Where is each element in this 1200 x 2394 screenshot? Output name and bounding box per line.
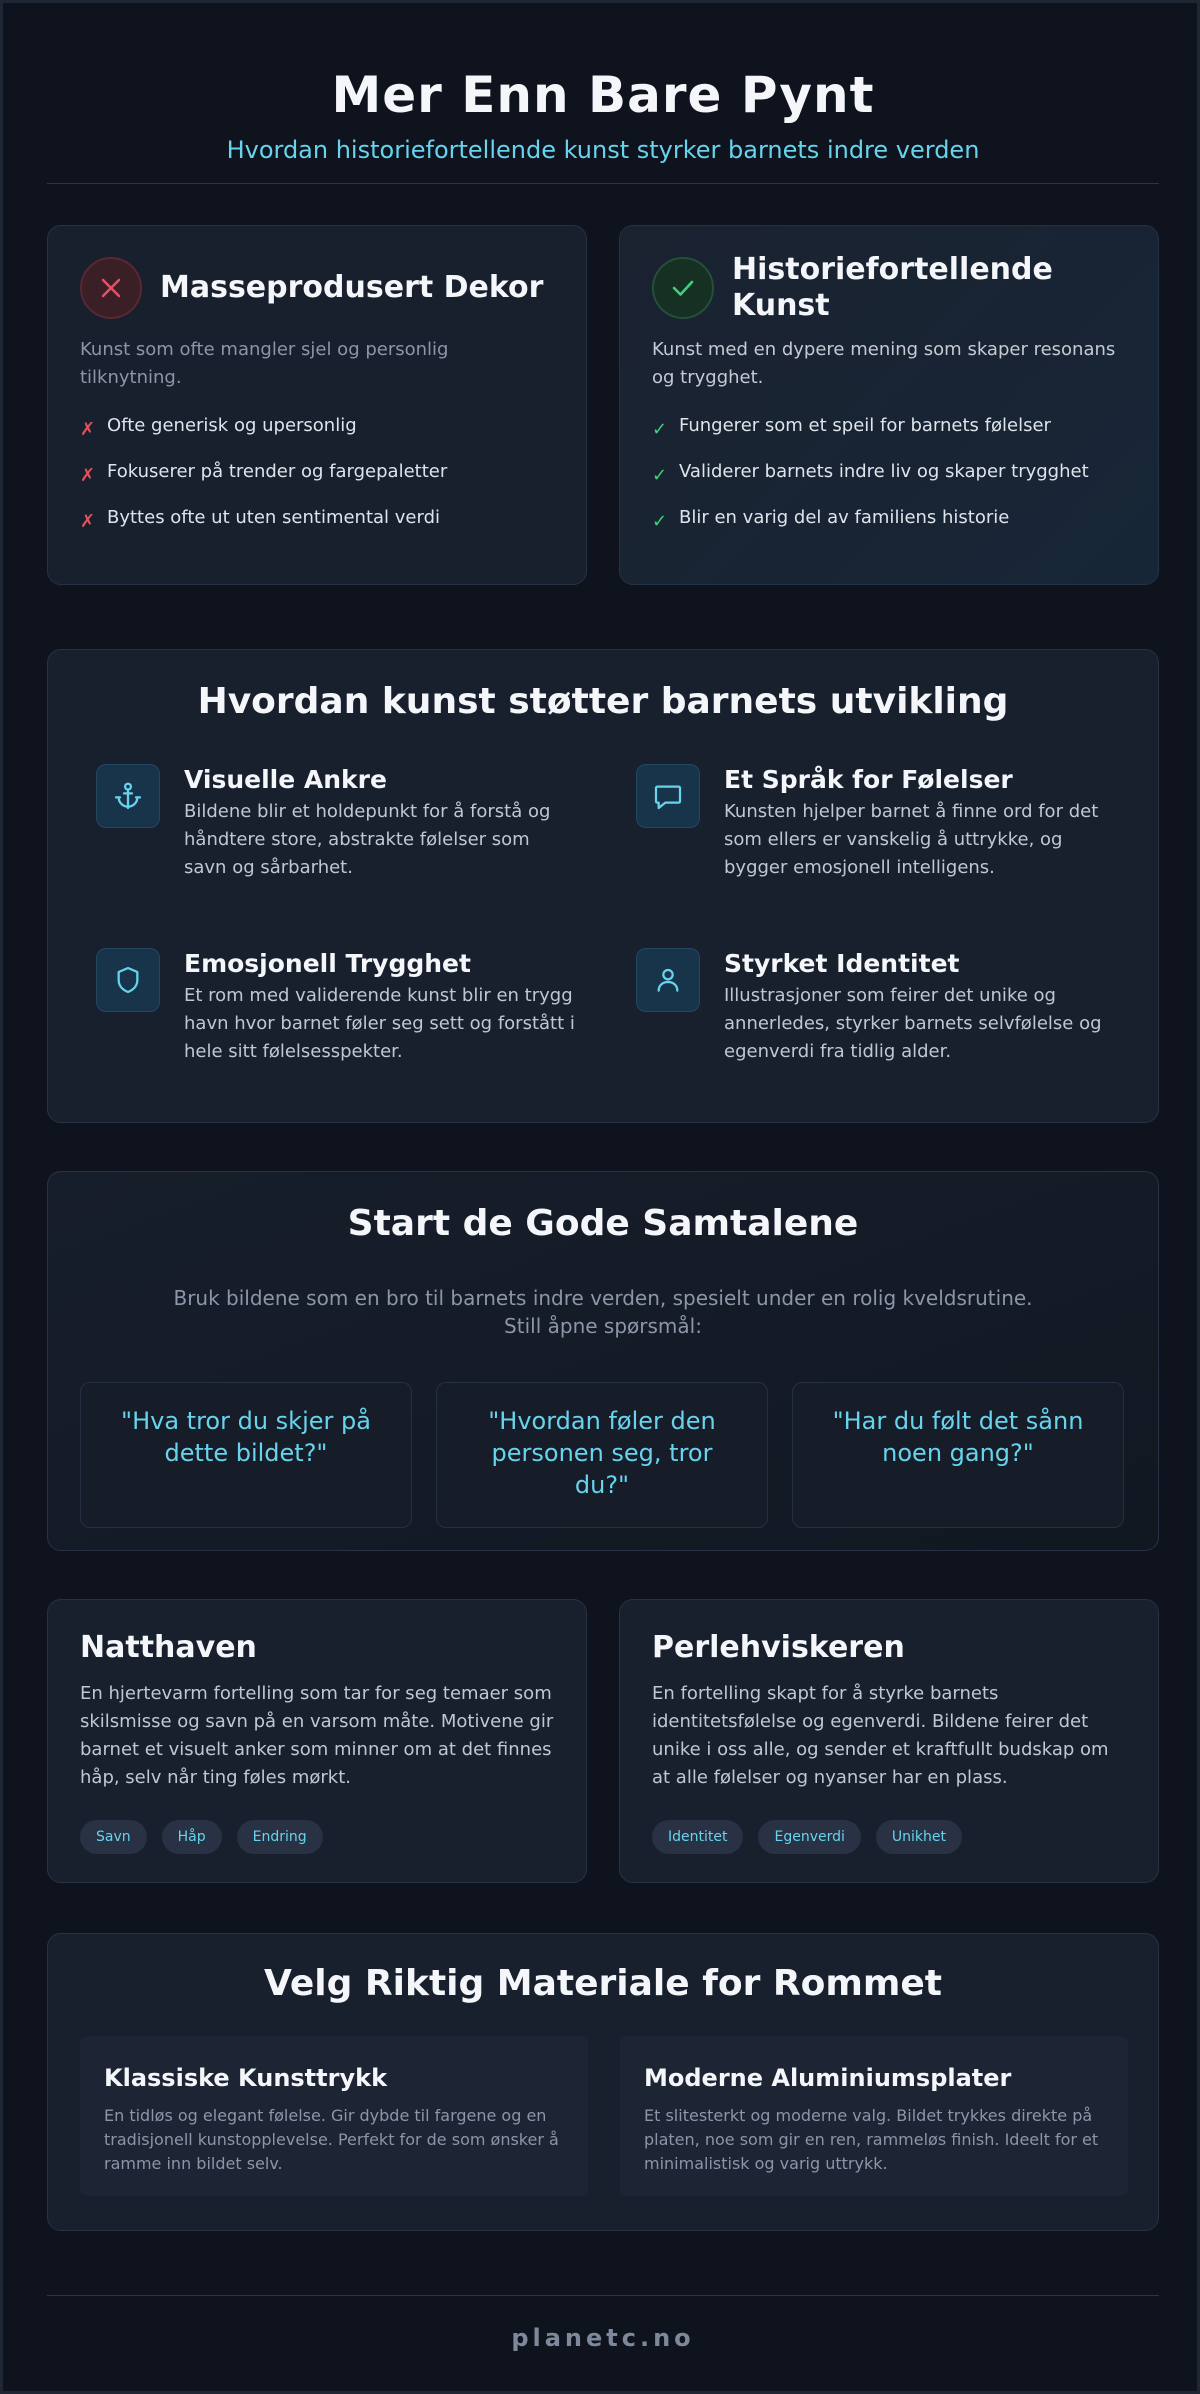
check-mark-icon: ✓ [652,465,668,486]
material-title: Klassiske Kunsttrykk [104,2064,388,2092]
material-title: Moderne Aluminiumsplater [644,2064,1012,2092]
page-title: Mer Enn Bare Pynt [331,66,875,124]
feature-text: Kunsten hjelper barnet å finne ord for det som ellers er vanskelig å uttrykke, og bygger emosjonell intelligens. [724,801,1099,878]
feature-emotion-language [636,764,1116,914]
list-item [652,460,1126,506]
feature-text: Bildene blir et holdepunkt for å forstå og håndtere store, abstrakte følelser som savn og sårbarhet. [184,801,551,878]
list-item [80,460,554,506]
list-item-text: Ofte generisk og upersonlig [107,415,357,436]
story-card-natthaven [47,1599,587,1883]
materials-title: Velg Riktig Materiale for Rommet [263,1963,942,2004]
mass-produced-description: Kunst som ofte mangler sjel og personlig tilknytning. [80,339,449,388]
feature-title: Styrket Identitet [724,949,960,978]
development-section [47,649,1159,1123]
check-mark-icon: ✓ [652,419,668,440]
list-item [80,414,554,460]
footer-divider [47,2295,1159,2296]
mass-produced-list [80,414,554,552]
conversation-section [47,1171,1159,1551]
tag: Håp [162,1820,222,1854]
anchor-icon [96,764,160,828]
chat-bubble-icon [636,764,700,828]
list-item-text: Fokuserer på trender og fargepaletter [107,461,448,482]
cross-mark-icon: ✗ [80,511,96,532]
question-card: "Hva tror du skjer på dette bildet?" [80,1382,412,1528]
tag: Savn [80,1820,147,1854]
story-tags [652,1820,977,1854]
conversation-intro: Bruk bildene som en bro til barnets indre verden, spesielt under en rolig kveldsrutine. Still åpne spørsmål: [173,1286,1033,1338]
cross-mark-icon: ✗ [80,465,96,486]
story-title: Perlehviskeren [652,1630,905,1665]
storytelling-list [652,414,1126,552]
shield-icon [96,948,160,1012]
tag: Unikhet [876,1820,962,1854]
material-card-aluminium [620,2036,1128,2196]
feature-title: Visuelle Ankre [184,765,387,794]
mass-produced-card [47,225,587,585]
page-subtitle: Hvordan historiefortellende kunst styrker barnets indre verden [226,136,980,164]
story-text: En hjertevarm fortelling som tar for seg temaer som skilsmisse og savn på en varsom måte. Motivene gir barnet et visuelt anker som minner om at det finnes håp, selv når ting føles mørkt. [80,1683,554,1788]
list-item [80,506,554,552]
story-text: En fortelling skapt for å styrke barnets identitetsfølelse og egenverdi. Bildene feirer det unike i oss alle, og sender et kraftfullt budskap om at alle følelser og nyanser har en plass. [652,1683,1109,1788]
user-icon [636,948,700,1012]
feature-emotional-safety [96,948,576,1098]
comparison-section [47,225,1159,585]
list-item [652,414,1126,460]
materials-section [47,1933,1159,2231]
story-title: Natthaven [80,1630,257,1665]
list-item-text: Fungerer som et speil for barnets følelser [679,415,1051,436]
feature-identity [636,948,1116,1098]
mass-produced-title: Masseprodusert Dekor [160,270,544,305]
storytelling-card [619,225,1159,585]
header-divider [47,183,1159,184]
check-mark-icon: ✓ [652,511,668,532]
feature-visual-anchors [96,764,576,914]
feature-title: Emosjonell Trygghet [184,949,471,978]
list-item-text: Byttes ofte ut uten sentimental verdi [107,507,441,528]
feature-grid [96,764,1110,1094]
check-icon [652,257,714,319]
material-text: Et slitesterkt og moderne valg. Bildet trykkes direkte på platen, noe som gir en ren, rammeløs finish. Ideelt for et minimalistisk og varig uttrykk. [644,2106,1099,2173]
materials-list [80,2036,1126,2196]
close-icon [80,257,142,319]
storytelling-title: Historiefortellende Kunst [732,252,1053,323]
question-card: "Hvordan føler den personen seg, tror du?" [436,1382,768,1528]
cross-mark-icon: ✗ [80,419,96,440]
material-text: En tidløs og elegant følelse. Gir dybde til fargene og en tradisjonell kunstopplevelse. Perfekt for de som ønsker å ramme inn bildet selv. [104,2106,559,2173]
material-card-classic-print [80,2036,588,2196]
list-item-text: Validerer barnets indre liv og skaper trygghet [679,461,1089,482]
question-list [80,1382,1126,1528]
story-card-perlehviskeren [619,1599,1159,1883]
storytelling-description: Kunst med en dypere mening som skaper resonans og trygghet. [652,339,1116,388]
question-card: "Har du følt det sånn noen gang?" [792,1382,1124,1528]
footer-site: planetc.no [511,2324,695,2352]
feature-text: Illustrasjoner som feirer det unike og annerledes, styrker barnets selvfølelse og egenverdi fra tidlig alder. [724,985,1102,1062]
story-tags [80,1820,338,1854]
tag: Identitet [652,1820,743,1854]
list-item-text: Blir en varig del av familiens historie [679,507,1010,528]
stories-section [47,1599,1159,1883]
development-title: Hvordan kunst støtter barnets utvikling [197,681,1009,722]
conversation-title: Start de Gode Samtalene [347,1203,859,1244]
tag: Endring [237,1820,323,1854]
feature-title: Et Språk for Følelser [724,765,1013,794]
feature-text: Et rom med validerende kunst blir en trygg havn hvor barnet føler seg sett og forstått i hele sitt følelsesspekter. [184,985,575,1062]
page-header [47,63,1159,165]
tag: Egenverdi [758,1820,860,1854]
list-item [652,506,1126,552]
